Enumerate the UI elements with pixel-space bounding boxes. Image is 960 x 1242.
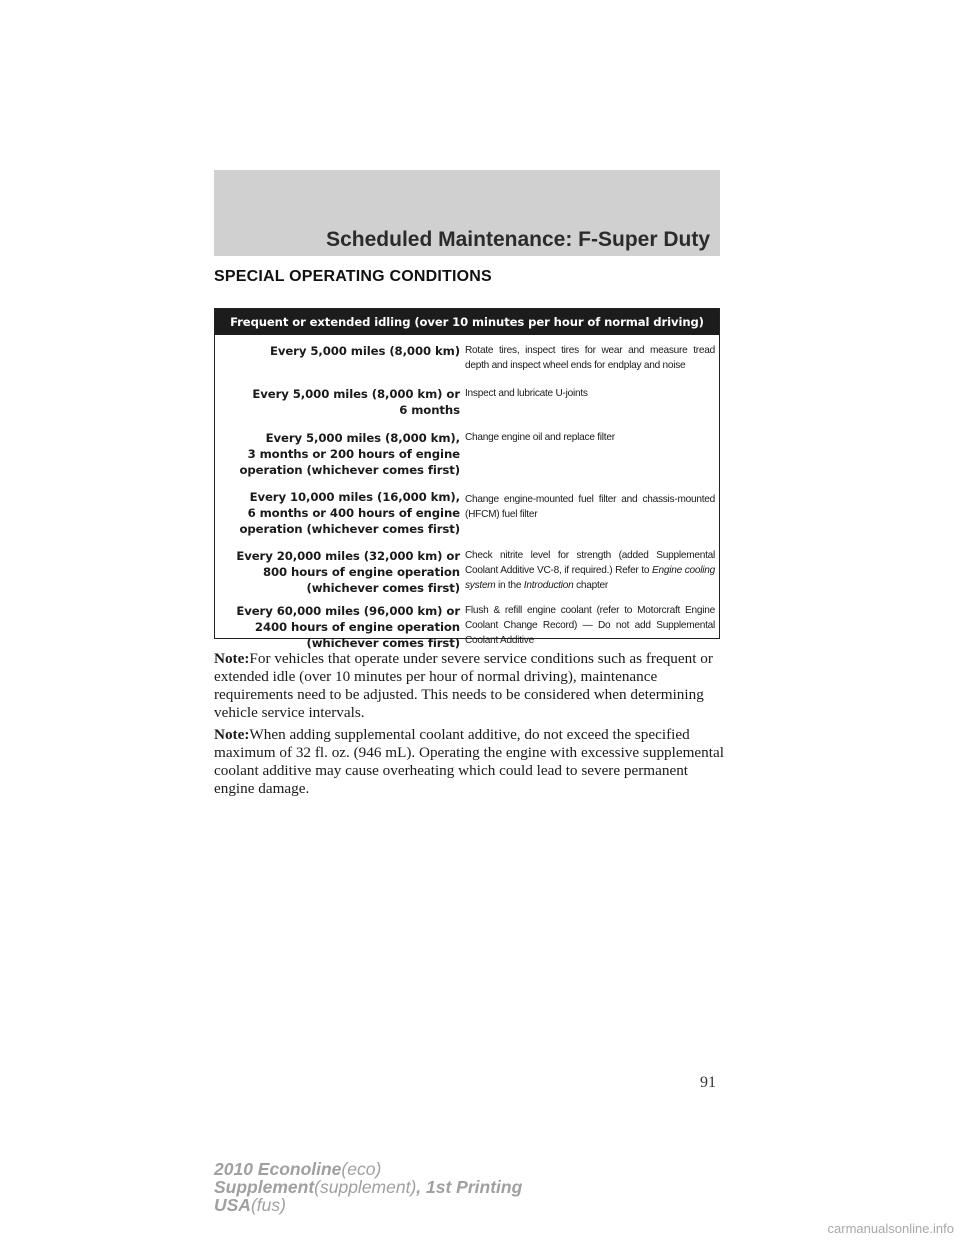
table-row [215, 489, 719, 537]
row-action: Flush & refill engine coolant (refer to Motorcraft Engine Coolant Change Record) — Do not add Supplemental Coolant Additive [465, 605, 715, 646]
table-row [215, 430, 719, 478]
row-interval: Every 10,000 miles (16,000 km), 6 months or 400 hours of engine operation (whichever comes first) [239, 490, 460, 536]
page-header-title: Scheduled Maintenance: F-Super Duty [326, 228, 710, 251]
table-heading: Frequent or extended idling (over 10 minutes per hour of normal driving) [215, 309, 719, 335]
table-row [215, 386, 719, 418]
note-text: For vehicles that operate under severe service conditions such as frequent or extended idle (over 10 minutes per hour of normal driving), maintenance requirements need to be adjusted. This needs to be considered when determining vehicle service intervals. [214, 650, 713, 721]
row-interval: Every 5,000 miles (8,000 km) [269, 344, 460, 358]
section-heading: SPECIAL OPERATING CONDITIONS [214, 268, 492, 285]
row-action: Rotate tires, inspect tires for wear and measure tread depth and inspect wheel ends for endplay and noise [465, 345, 715, 371]
note-paragraph [214, 650, 724, 722]
row-action: Check nitrite level for strength (added Supplemental Coolant Additive VC-8, if required.) Refer to Engine cooling system in the Introduction chapter [465, 550, 715, 591]
table-row [215, 343, 719, 373]
row-interval: Every 20,000 miles (32,000 km) or 800 hours of engine operation (whichever comes first) [236, 549, 460, 595]
row-action: Change engine oil and replace filter [465, 432, 615, 443]
row-interval: Every 5,000 miles (8,000 km), 3 months or 200 hours of engine operation (whichever comes first) [239, 431, 460, 477]
note-text: When adding supplemental coolant additive, do not exceed the specified maximum of 32 fl. oz. (946 mL). Operating the engine with excessive supplemental coolant additive may cause overheating which could lead to severe permanent engine damage. [214, 726, 724, 797]
row-interval: Every 5,000 miles (8,000 km) or 6 months [252, 387, 460, 417]
header-band [214, 170, 720, 256]
page-number: 91 [700, 1074, 716, 1091]
note-paragraph [214, 726, 724, 798]
note-label: Note: [214, 650, 250, 667]
watermark: carmanualsonline.info [827, 1221, 954, 1236]
note-label: Note: [214, 726, 250, 743]
row-interval: Every 60,000 miles (96,000 km) or 2400 hours of engine operation (whichever comes first) [236, 604, 460, 650]
maintenance-table [214, 308, 720, 650]
row-action: Inspect and lubricate U-joints [465, 388, 588, 399]
table-row [215, 603, 719, 651]
row-action: Change engine-mounted fuel filter and chassis-mounted (HFCM) fuel filter [465, 494, 715, 520]
footer-imprint: 2010 Econoline(eco) Supplement(supplement), 1st Printing USA(fus) [214, 1159, 523, 1215]
table-row [215, 548, 719, 596]
